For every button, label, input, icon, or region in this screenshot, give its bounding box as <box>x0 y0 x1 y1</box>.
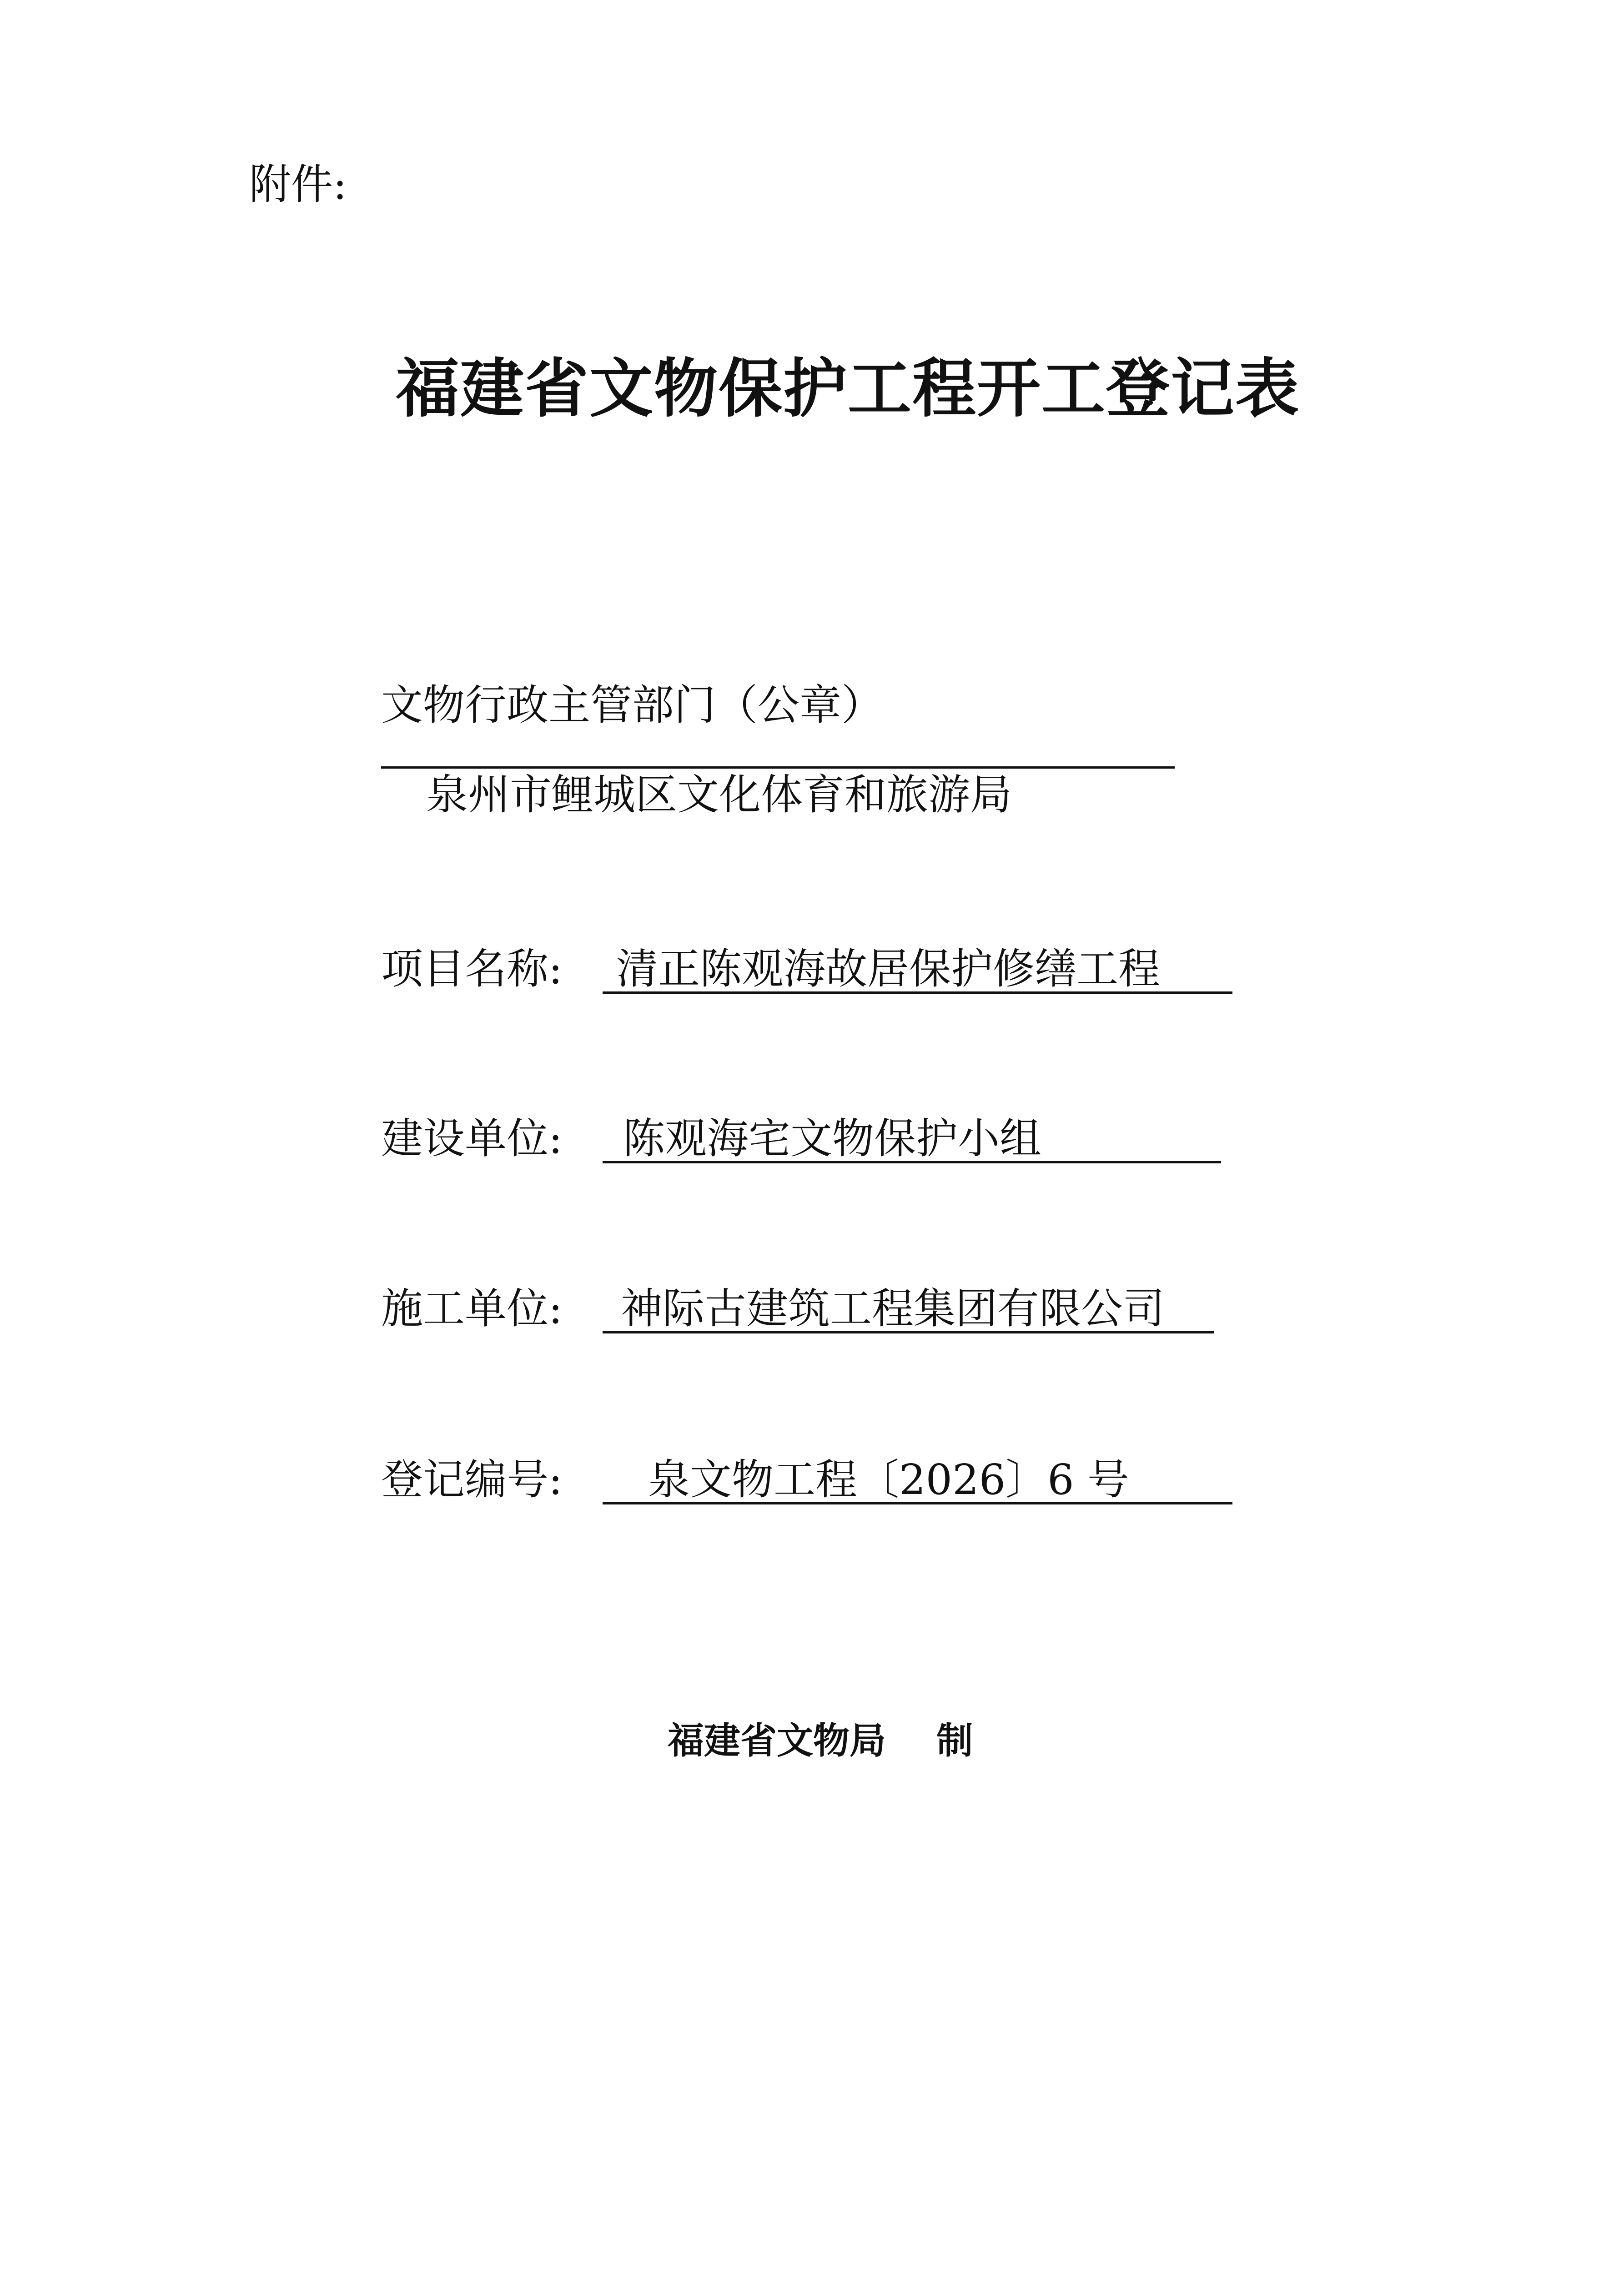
registration-number-value: 泉文物工程〔2026〕6 号 <box>648 1455 1129 1504</box>
contractor-underline <box>603 1331 1214 1333</box>
registration-number-label: 登记编号: <box>381 1455 563 1504</box>
project-name-value: 清正陈观海故居保护修缮工程 <box>616 945 1161 993</box>
authority-underline <box>381 766 1175 769</box>
issuer-suffix: 制 <box>936 1720 973 1762</box>
project-name-label: 项目名称: <box>381 945 563 993</box>
authority-value: 泉州市鲤城区文化体育和旅游局 <box>426 770 1012 819</box>
contractor-value: 神际古建筑工程集团有限公司 <box>621 1284 1165 1333</box>
authority-label: 文物行政主管部门（公章） <box>381 681 884 729</box>
registration-number-underline <box>603 1502 1232 1504</box>
project-name-underline <box>603 991 1232 994</box>
construction-unit-underline <box>603 1161 1221 1163</box>
construction-unit-value: 陈观海宅文物保护小组 <box>623 1114 1042 1163</box>
construction-unit-label: 建设单位: <box>381 1114 563 1163</box>
issuer-name: 福建省文物局 <box>668 1720 886 1762</box>
issuer-footer <box>668 1720 973 1762</box>
page-title: 福建省文物保护工程开工登记表 <box>396 352 1300 426</box>
attachment-label: 附件: <box>249 160 347 209</box>
contractor-label: 施工单位: <box>381 1284 563 1333</box>
